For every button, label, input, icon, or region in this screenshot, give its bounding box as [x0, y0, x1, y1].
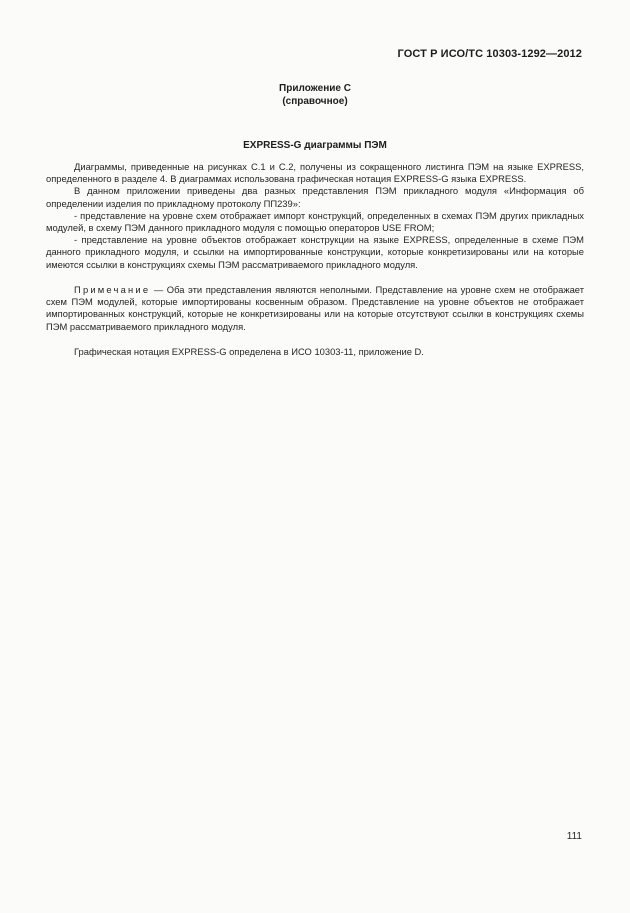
appendix-title: Приложение С: [279, 83, 351, 94]
appendix-subtitle: (справочное): [282, 96, 348, 107]
main-text-block: [46, 161, 584, 271]
paragraph-notation: Графическая нотация EXPRESS-G определена в ИСО 10303-11, приложение D.: [74, 346, 424, 357]
paragraph-representations: В данном приложении приведены два разных представления ПЭМ прикладного модуля «Информация об определении изделия по прикладному протоколу ПП239»:: [46, 185, 584, 209]
paragraph-schema-level: - представление на уровне схем отображает импорт конструкций, определенных в схемах ПЭМ других прикладных модулей, в схему ПЭМ данного прикладного модуля с помощью операторов USE FROM;: [46, 209, 584, 234]
page-number: 111: [566, 831, 582, 842]
section-title: EXPRESS-G диаграммы ПЭМ: [243, 140, 387, 151]
paragraph-entity-level: - представление на уровне объектов отображает конструкции на языке EXPRESS, определенные в схеме ПЭМ данного прикладного модуля, и ссылки на импортированные конструкции, которые конкретизированы или на которые имеются ссылки в конструкциях схемы ПЭМ рассматриваемого прикладного модуля.: [46, 234, 584, 270]
note-block: [46, 284, 584, 333]
note-label: Примечание: [74, 284, 151, 295]
appendix-heading: [0, 82, 630, 108]
final-text-block: [46, 346, 584, 358]
document-code: ГОСТ Р ИСО/ТС 10303-1292—2012: [397, 48, 582, 60]
paragraph-diagrams: Диаграммы, приведенные на рисунках С.1 и С.2, получены из сокращенного листинга ПЭМ на языке EXPRESS, определенного в разделе 4. В диаграммах использована графическая нотация EXPRESS-G языка EXPRESS.: [46, 161, 584, 185]
note-text: — Оба эти представления являются неполными. Представление на уровне схем не отображает схем ПЭМ модулей, которые импортированы косвенным образом. Представление на уровне объектов не отображает импортированных конструкций, которые не конкретизированы или на которые отсутствуют ссылки в конструкциях схемы ПЭМ рассматриваемого прикладного модуля.: [46, 284, 584, 332]
note-paragraph: [46, 284, 584, 333]
